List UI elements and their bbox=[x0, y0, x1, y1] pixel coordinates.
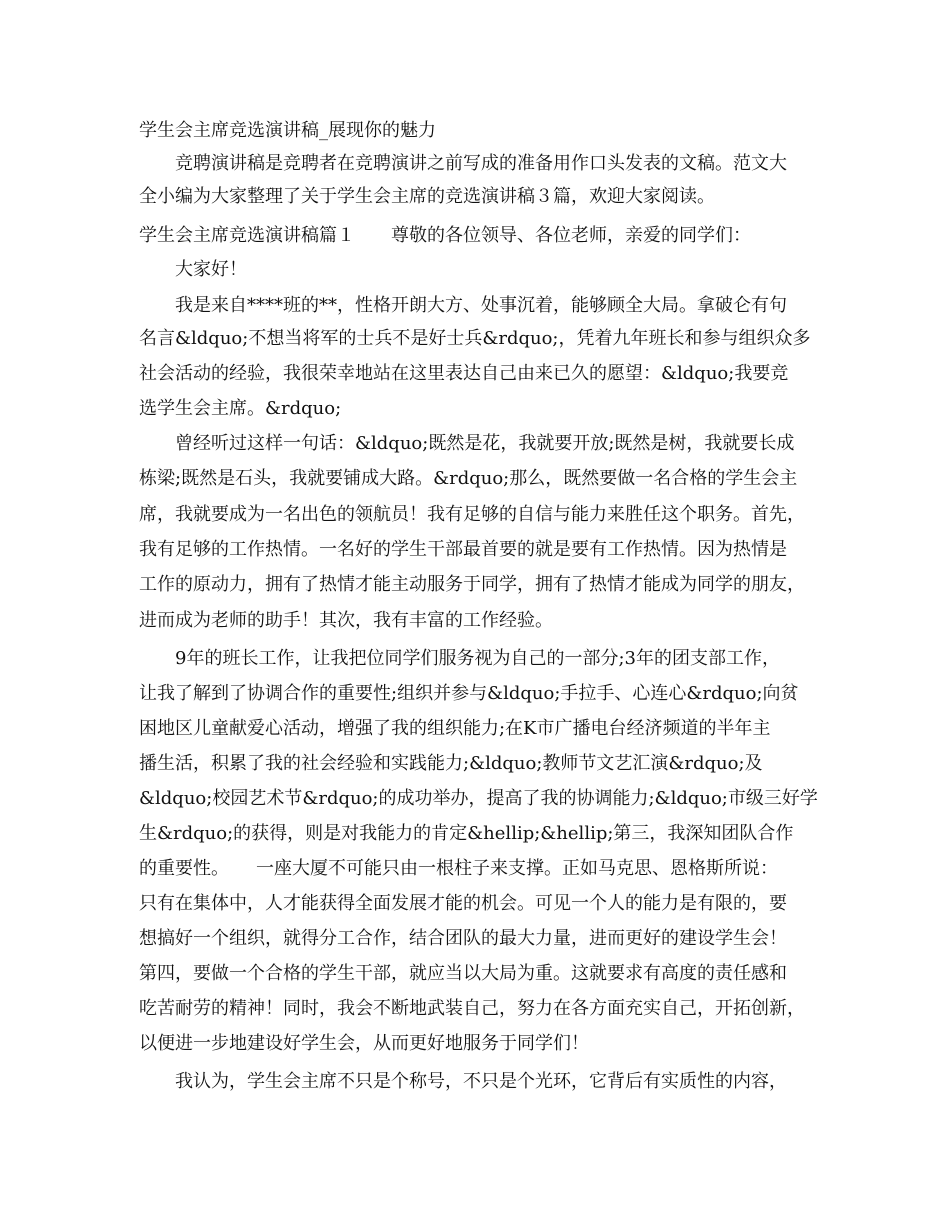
text-line: 9年的班长工作，让我把位同学们服务视为自己的一部分;3年的团支部工作， bbox=[175, 648, 780, 669]
text-line: 我是来自****班的**，性格开朗大方、处事沉着，能够顾全大局。拿破仑有句 bbox=[175, 295, 787, 316]
text-line: 播生活，积累了我的社会经验和实践能力;&ldquo;教师节文艺汇演&rdquo;及 bbox=[139, 753, 763, 774]
text-line: 曾经听过这样一句话：&ldquo;既然是花，我就要开放;既然是树，我就要长成 bbox=[175, 433, 795, 454]
text-line: 进而成为老师的助手！其次，我有丰富的工作经验。 bbox=[139, 610, 553, 631]
text-line: 以便进一步地建设好学生会，从而更好地服务于同学们！ bbox=[139, 1033, 589, 1054]
text-line: 全小编为大家整理了关于学生会主席的竞选演讲稿３篇，欢迎大家阅读。 bbox=[139, 186, 715, 207]
text-line: 让我了解到了协调合作的重要性;组织并参与&ldquo;手拉手、心连心&rdquo;向贫 bbox=[139, 683, 799, 704]
text-line: &ldquo;校园艺术节&rdquo;的成功举办，提高了我的协调能力;&ldquo;市级三好学 bbox=[139, 788, 818, 809]
text-line: 选学生会主席。&rdquo; bbox=[139, 398, 342, 419]
text-line: 生&rdquo;的获得，则是对我能力的肯定&hellip;&hellip;第三，我深知团队合作 bbox=[139, 823, 794, 844]
text-line: 竞聘演讲稿是竞聘者在竞聘演讲之前写成的准备用作口头发表的文稿。范文大 bbox=[175, 153, 787, 174]
text-line: 只有在集体中，人才能获得全面发展才能的机会。可见一个人的能力是有限的，要 bbox=[139, 893, 787, 914]
text-line: 大家好！ bbox=[175, 259, 247, 280]
text-line: 社会活动的经验，我很荣幸地站在这里表达自己由来已久的愿望：&ldquo;我要竞 bbox=[139, 363, 789, 384]
text-line: 席，我就要成为一名出色的领航员！我有足够的自信与能力来胜任这个职务。首先， bbox=[139, 504, 805, 525]
document-title: 学生会主席竞选演讲稿_展现你的魅力 bbox=[139, 120, 436, 141]
text-line: 工作的原动力，拥有了热情才能主动服务于同学，拥有了热情才能成为同学的朋友， bbox=[139, 574, 805, 595]
text-line: 我认为，学生会主席不只是个称号，不只是个光环，它背后有实质性的内容， bbox=[175, 1071, 787, 1092]
text-line: 第四，要做一个合格的学生干部，就应当以大局为重。这就要求有高度的责任感和 bbox=[139, 963, 787, 984]
text-line: 想搞好一个组织，就得分工合作，结合团队的最大力量，进而更好的建设学生会！ bbox=[139, 928, 787, 949]
text-line: 我有足够的工作热情。一名好的学生干部最首要的就是要有工作热情。因为热情是 bbox=[139, 539, 787, 560]
text-line: 困地区儿童献爱心活动，增强了我的组织能力;在K市广播电台经济频道的半年主 bbox=[139, 718, 771, 739]
text-line: 名言&ldquo;不想当将军的士兵不是好士兵&rdquo;，凭着九年班长和参与组织众多 bbox=[139, 328, 811, 349]
text-line: 学生会主席竞选演讲稿篇１ 尊敬的各位领导、各位老师，亲爱的同学们： bbox=[139, 225, 751, 246]
text-line: 栋梁;既然是石头，我就要铺成大路。&rdquo;那么，既然要做一名合格的学生会主 bbox=[139, 468, 798, 489]
text-line: 吃苦耐劳的精神！同时，我会不断地武装自己，努力在各方面充实自己，开拓创新， bbox=[139, 998, 805, 1019]
text-line: 的重要性。 一座大厦不可能只由一根柱子来支撑。正如马克思、恩格斯所说： bbox=[139, 858, 778, 879]
